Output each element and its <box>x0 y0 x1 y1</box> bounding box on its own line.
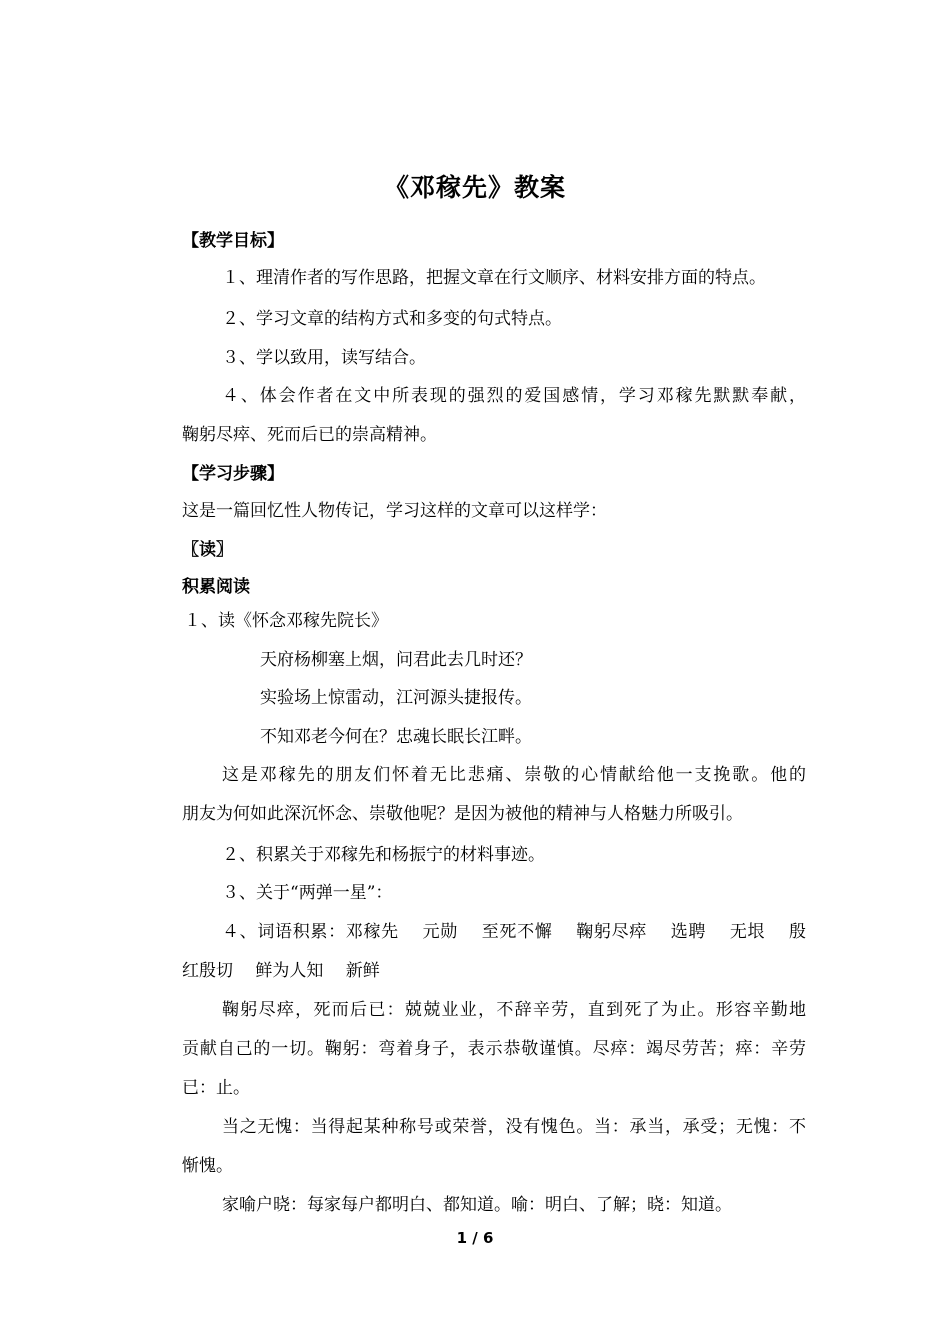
reading-item-3: ３、关于“两弹一星”： <box>222 883 393 903</box>
section-heading-steps: 【学习步骤】 <box>182 464 284 484</box>
paragraph-elegy-line-1: 这是邓稼先的朋友们怀着无比悲痛、崇敬的心情献给他一支挽歌。他的 <box>222 765 806 785</box>
document-title: 《邓稼先》教案 <box>383 173 566 202</box>
reading-item-1: １、读《怀念邓稼先院长》 <box>184 611 388 631</box>
definition-3: 家喻户晓：每家每户都明白、都知道。喻：明白、了解；晓：知道。 <box>222 1195 732 1215</box>
objective-item-4-continued: 鞠躬尽瘁、死而后已的崇高精神。 <box>182 425 437 445</box>
reading-item-2: ２、积累关于邓稼先和杨振宁的材料事迹。 <box>222 845 545 865</box>
definition-1-line-3: 已：止。 <box>182 1078 250 1098</box>
objective-item-3: ３、学以致用，读写结合。 <box>222 348 426 368</box>
objective-item-4: ４、体会作者在文中所表现的强烈的爱国感情，学习邓稼先默默奉献， <box>222 386 806 406</box>
read-heading: 〖读〗 <box>182 540 233 560</box>
poem-line-2: 实验场上惊雷动，江河源头捷报传。 <box>260 688 532 708</box>
objective-item-1: １、理清作者的写作思路，把握文章在行文顺序、材料安排方面的特点。 <box>222 268 766 288</box>
vocab-line-1: ４、词语积累：邓稼先 元勋 至死不懈 鞠躬尽瘁 选聘 无垠 殷 <box>222 922 806 942</box>
definition-2-line-2: 惭愧。 <box>182 1156 233 1176</box>
definition-1-line-1: 鞠躬尽瘁，死而后已：兢兢业业，不辞辛劳，直到死了为止。形容辛勤地 <box>222 1000 806 1020</box>
page-number: 1 / 6 <box>456 1229 494 1247</box>
definition-1-line-2: 贡献自己的一切。鞠躬：弯着身子，表示恭敬谨慎。尽瘁：竭尽劳苦；瘁：辛劳 <box>182 1039 806 1059</box>
definition-2-line-1: 当之无愧：当得起某种称号或荣誉，没有愧色。当：承当，承受；无愧：不 <box>222 1117 806 1137</box>
section-heading-objectives: 【教学目标】 <box>182 231 284 251</box>
poem-line-1: 天府杨柳塞上烟，问君此去几时还？ <box>260 650 532 670</box>
objective-item-2: ２、学习文章的结构方式和多变的句式特点。 <box>222 309 562 329</box>
vocab-line-2: 红殷切 鲜为人知 新鲜 <box>182 961 380 981</box>
steps-intro: 这是一篇回忆性人物传记，学习这样的文章可以这样学： <box>182 501 607 521</box>
poem-line-3: 不知邓老今何在？忠魂长眠长江畔。 <box>260 727 532 747</box>
accumulate-heading: 积累阅读 <box>182 577 250 597</box>
paragraph-elegy-line-2: 朋友为何如此深沉怀念、崇敬他呢？是因为被他的精神与人格魅力所吸引。 <box>182 804 743 824</box>
